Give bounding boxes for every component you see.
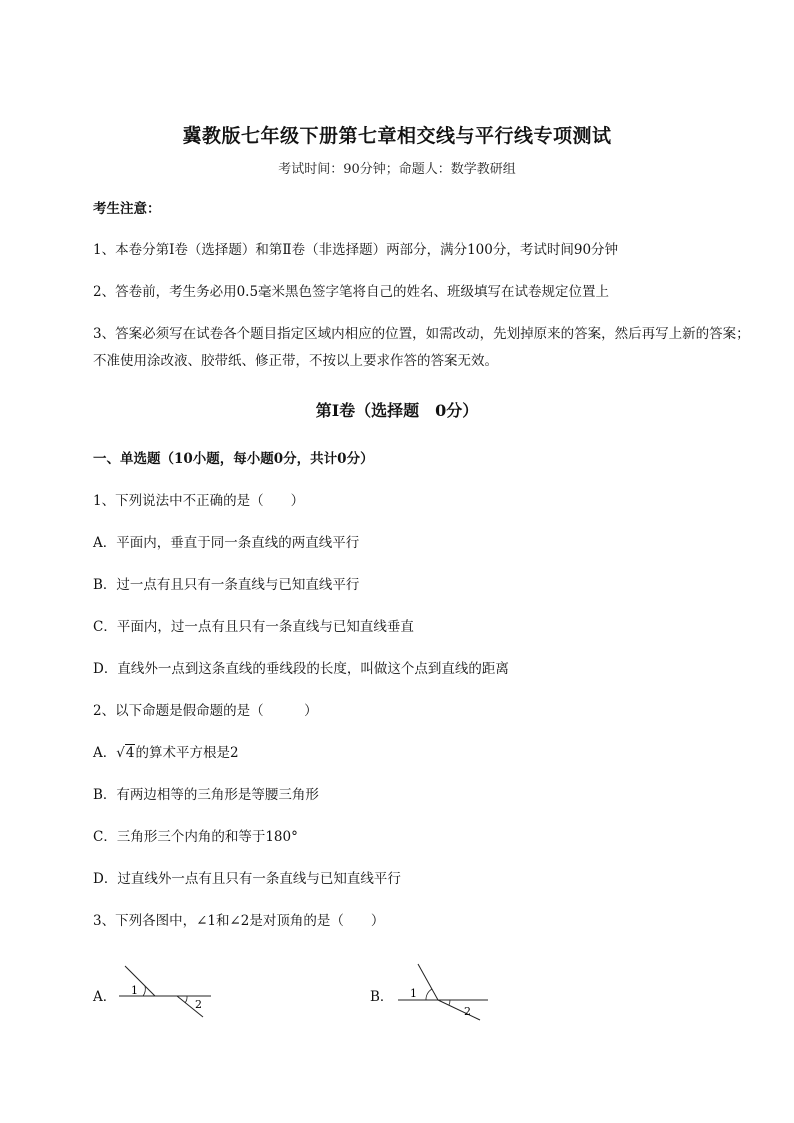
question-2-option-b: B．有两边相等的三角形是等腰三角形 (93, 787, 319, 803)
figure-a-angle-1: 1 (131, 984, 138, 997)
question-2-stem: 2、以下命题是假命题的是（ ） (93, 703, 318, 719)
question-2-option-a (93, 740, 753, 767)
question-1-option-d: D．直线外一点到这条直线的垂线段的长度，叫做这个点到直线的距离 (93, 661, 509, 677)
question-1-option-b: B．过一点有且只有一条直线与已知直线平行 (93, 577, 360, 593)
figure-a-angle-2: 2 (195, 998, 202, 1011)
option-a-suffix: 的算术平方根是2 (135, 745, 239, 761)
question-2-option-c: C．三角形三个内角的和等于180° (93, 829, 298, 845)
figure-b-diagram (394, 962, 494, 1024)
figure-b-angle-1-arc (426, 989, 432, 1000)
figure-b-angle-1: 1 (410, 987, 417, 1000)
question-1-option-a: A．平面内，垂直于同一条直线的两直线平行 (93, 535, 360, 551)
figure-b-label: B． (370, 989, 394, 1005)
figure-b-upper-line (418, 964, 438, 1000)
sqrt-expression: √4 (116, 745, 135, 761)
notice-heading: 考生注意： (93, 201, 161, 217)
question-3-stem: 3、下列各图中，∠1和∠2是对顶角的是（ ） (93, 913, 385, 929)
sqrt-radicand: 4 (125, 745, 135, 761)
figure-a-angle-2-arc (185, 996, 187, 1003)
question-1-option-c: C．平面内，过一点有且只有一条直线与已知直线垂直 (93, 619, 414, 635)
figure-a-label: A． (93, 989, 117, 1005)
figure-b-lower-line (438, 1000, 480, 1020)
question-2-option-d: D．过直线外一点有且只有一条直线与已知直线平行 (93, 871, 401, 887)
figure-b-angle-2: 2 (464, 1005, 471, 1018)
figure-a-left-line (125, 966, 155, 996)
notice-item-3: 3、答案必须写在试卷各个题目指定区域内相应的位置，如需改动，先划掉原来的答案，然后再写上新的答案；不准使用涂改液、胶带纸、修正带，不按以上要求作答的答案无效。 (93, 326, 750, 369)
figure-a-angle-1-arc (143, 986, 145, 996)
part-heading: 一、单选题（10小题，每小题0分，共计0分） (93, 451, 374, 467)
section-title: 第I卷（选择题 0分） (315, 401, 479, 420)
figure-a-diagram (115, 962, 215, 1022)
notice-item-2: 2、答卷前，考生务必用0.5毫米黑色签字笔将自己的姓名、班级填写在试卷规定位置上 (93, 284, 610, 300)
figure-b-angle-2-arc (449, 1000, 450, 1005)
notice-item-1: 1、本卷分第I卷（选择题）和第Ⅱ卷（非选择题）两部分，满分100分，考试时间90分钟 (93, 242, 619, 258)
question-1-stem: 1、下列说法中不正确的是（ ） (93, 493, 305, 509)
exam-info: 考试时间：90分钟；命题人：数学教研组 (278, 162, 516, 177)
option-a-prefix: A． (93, 745, 117, 761)
page-title: 冀教版七年级下册第七章相交线与平行线专项测试 (182, 125, 612, 147)
